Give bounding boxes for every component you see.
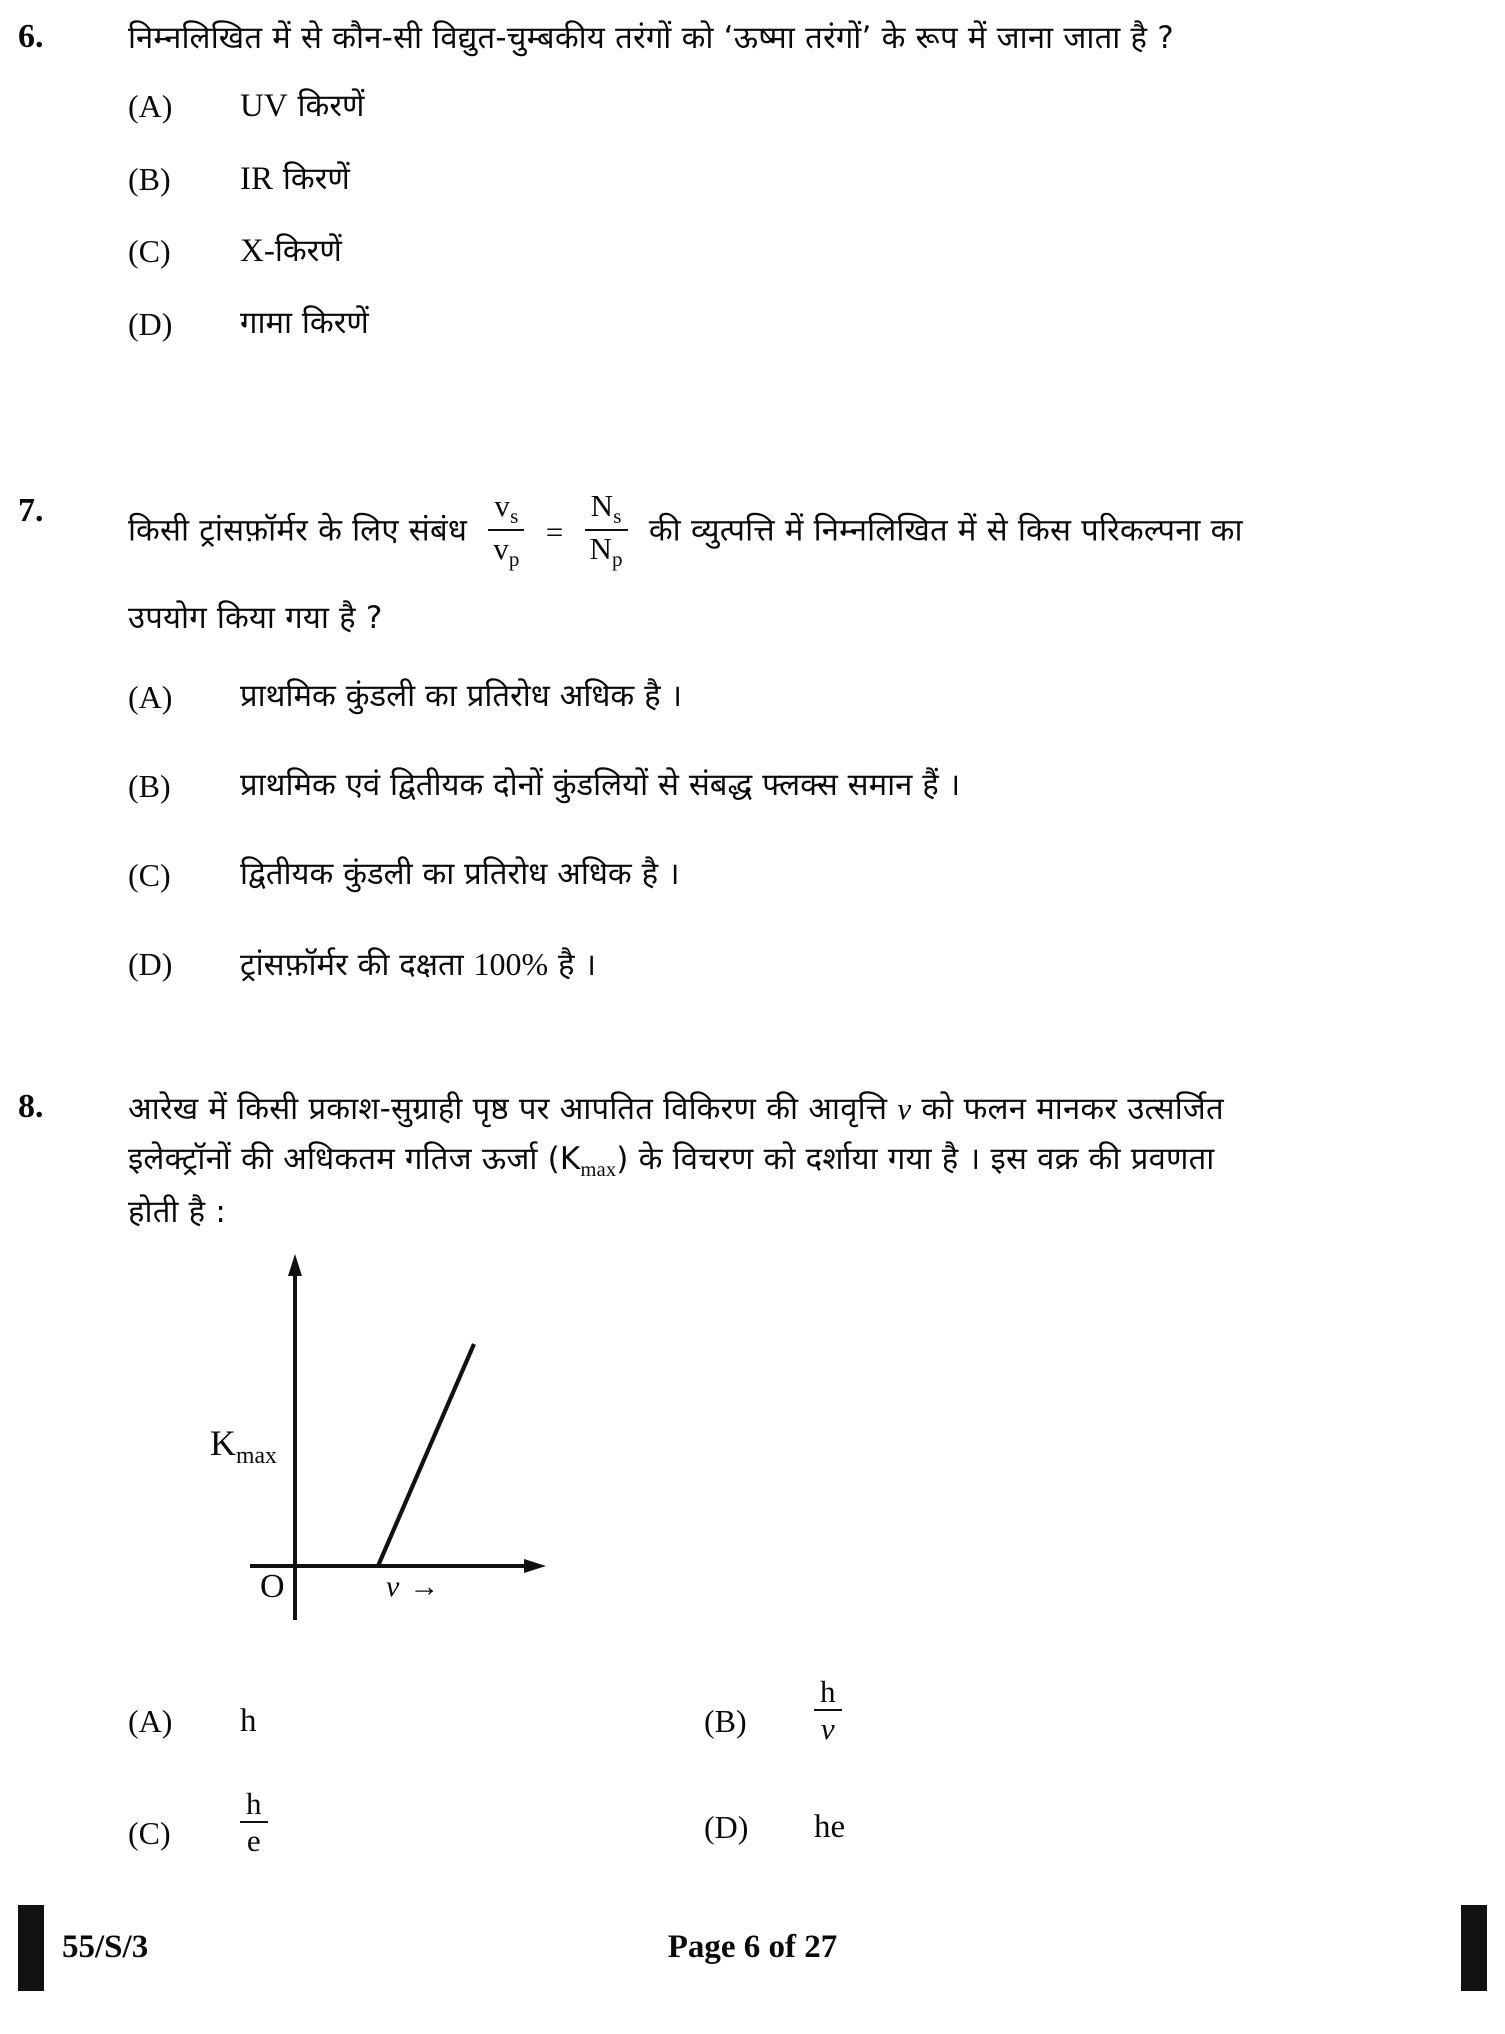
question-8-line2-pre: इलेक्ट्रॉनों की अधिकतम गतिज ऊर्जा (K <box>128 1140 581 1177</box>
option-text-c <box>240 232 342 272</box>
option-text-a: h <box>240 1703 257 1739</box>
frequency-symbol: ν <box>897 1091 912 1126</box>
option-label-c: (C) <box>128 857 171 893</box>
option-text-c <box>240 1786 268 1858</box>
question-8-line1-pre: आरेख में किसी प्रकाश-सुग्राही पृष्ठ पर आपतित विकिरण की आवृत्ति <box>128 1091 898 1127</box>
option-d-efficiency-value: 100% <box>473 946 549 982</box>
question-7-option-b[interactable] <box>128 767 960 805</box>
kmax-subscript: max <box>580 1158 617 1181</box>
fraction-h-over-nu <box>814 1676 842 1744</box>
fraction-c-denominator: e <box>246 1822 261 1858</box>
question-6-number: 6. <box>18 18 44 55</box>
question-7-text-line2: उपयोग किया गया है ? <box>128 600 383 637</box>
paper-code: 55/S/3 <box>62 1929 149 1965</box>
option-d-text-post: है । <box>548 947 597 983</box>
option-label-c: (C) <box>128 233 171 269</box>
y-axis-label-base: K <box>210 1423 236 1463</box>
formula-np-denominator <box>583 531 628 571</box>
option-text-b <box>240 160 350 200</box>
fraction-b-denominator: ν <box>820 1710 835 1746</box>
page-number: Page 6 of 27 <box>667 1929 838 1965</box>
option-label-b: (B) <box>128 161 171 197</box>
np-base: N <box>589 530 613 566</box>
option-text-a <box>240 87 364 127</box>
question-7 <box>0 488 1505 640</box>
question-6-option-c[interactable] <box>128 232 342 272</box>
question-7-text-part2: की व्युत्पत्ति में निम्नलिखित में से किस परिकल्पना का <box>648 512 1243 549</box>
option-text-b: प्राथमिक एवं द्वितीयक दोनों कुंडलियों से संबद्ध फ्लक्स समान हैं । <box>240 767 961 803</box>
ns-base: N <box>590 488 614 523</box>
option-b-latin: IR <box>240 161 273 197</box>
question-6-option-a[interactable] <box>128 87 364 127</box>
question-8-text-line3: होती है : <box>128 1194 227 1231</box>
question-8-number: 8. <box>18 1088 44 1125</box>
x-axis-label-symbol: ν <box>386 1570 400 1603</box>
formula-vp-denominator <box>487 531 525 571</box>
formula-vs-numerator <box>488 490 524 531</box>
option-label-b-text: (B) <box>704 1703 747 1739</box>
fraction-b-numerator: h <box>814 1676 842 1711</box>
question-8-text-line2 <box>128 1139 1469 1185</box>
question-8-option-d[interactable] <box>704 1808 845 1848</box>
option-text-d: गामा किरणें <box>240 305 369 341</box>
graph-origin-label: O <box>260 1568 285 1605</box>
graph-svg <box>210 1248 690 1658</box>
photoelectric-effect-graph <box>210 1248 690 1658</box>
formula-vs-vp <box>487 490 525 570</box>
option-text-d <box>240 945 596 984</box>
option-c-devanagari: किरणें <box>274 233 342 269</box>
question-8 <box>0 1088 1505 1234</box>
option-label-d: (D) <box>128 946 173 982</box>
option-a-devanagari: किरणें <box>297 88 365 124</box>
equals-sign: = <box>545 514 564 550</box>
question-7-number: 7. <box>18 492 44 529</box>
option-label-a: (A) <box>128 679 173 715</box>
question-6-body <box>128 18 1469 60</box>
vs-subscript: s <box>510 504 519 529</box>
y-axis-label-subscript: max <box>236 1443 277 1470</box>
option-label-d: (D) <box>704 1809 749 1845</box>
option-label-c <box>128 1790 240 1852</box>
option-text-a: प्राथमिक कुंडली का प्रतिरोध अधिक है । <box>240 678 683 714</box>
y-axis-arrowhead <box>288 1254 302 1276</box>
question-7-text-part1: किसी ट्रांसफ़ॉर्मर के लिए संबंध <box>128 512 468 549</box>
option-label-c-text: (C) <box>128 1815 171 1851</box>
vp-subscript: p <box>508 546 520 571</box>
question-8-body <box>128 1088 1469 1234</box>
page-footer <box>0 1905 1505 1995</box>
option-label-a: (A) <box>128 88 173 124</box>
ns-subscript: s <box>613 504 622 529</box>
option-text-c: द्वितीयक कुंडली का प्रतिरोध अधिक है । <box>240 856 680 892</box>
vp-base: v <box>493 530 509 566</box>
x-axis-arrowhead <box>524 1559 546 1573</box>
question-8-option-c[interactable] <box>128 1786 268 1858</box>
question-8-line1-post: को फलन मानकर उत्सर्जित <box>911 1091 1224 1127</box>
x-axis-arrow-glyph: → <box>409 1570 440 1603</box>
question-8-text-line1 <box>128 1088 1469 1131</box>
option-a-latin: UV <box>240 88 288 124</box>
question-7-text-line1 <box>128 488 1469 572</box>
option-d-text-pre: ट्रांसफ़ॉर्मर की दक्षता <box>240 947 474 983</box>
question-8-option-b[interactable] <box>704 1674 842 1746</box>
question-7-option-a[interactable] <box>128 678 682 716</box>
option-label-d: (D) <box>128 306 173 342</box>
option-text-b <box>814 1674 842 1746</box>
np-subscript: p <box>612 546 623 571</box>
question-7-option-d[interactable] <box>128 945 596 984</box>
option-b-devanagari: किरणें <box>282 161 350 197</box>
question-6-option-d[interactable] <box>128 305 369 343</box>
option-label-a: (A) <box>128 1703 173 1739</box>
option-text-d: he <box>814 1809 846 1845</box>
question-6 <box>0 18 1505 60</box>
vs-base: v <box>494 488 511 523</box>
fraction-h-over-e <box>240 1788 268 1856</box>
graph-data-line <box>378 1344 474 1566</box>
question-6-text: निम्नलिखित में से कौन-सी विद्युत-चुम्बकीय तरंगों को ‘ऊष्मा तरंगों’ के रूप में जाना जाता है ? <box>128 20 1174 56</box>
fraction-c-numerator: h <box>240 1788 268 1823</box>
question-8-option-a[interactable] <box>128 1702 257 1742</box>
formula-ns-numerator <box>585 490 628 531</box>
formula-ns-np <box>583 490 628 570</box>
question-6-option-b[interactable] <box>128 160 350 200</box>
question-8-line2-post: ) के विचरण को दर्शाया गया है । इस वक्र की प्रवणता <box>616 1140 1215 1177</box>
question-7-option-c[interactable] <box>128 856 680 894</box>
option-label-b: (B) <box>128 768 171 804</box>
option-label-b <box>704 1678 814 1740</box>
question-7-body <box>128 488 1469 640</box>
option-c-latin: X- <box>240 233 275 269</box>
